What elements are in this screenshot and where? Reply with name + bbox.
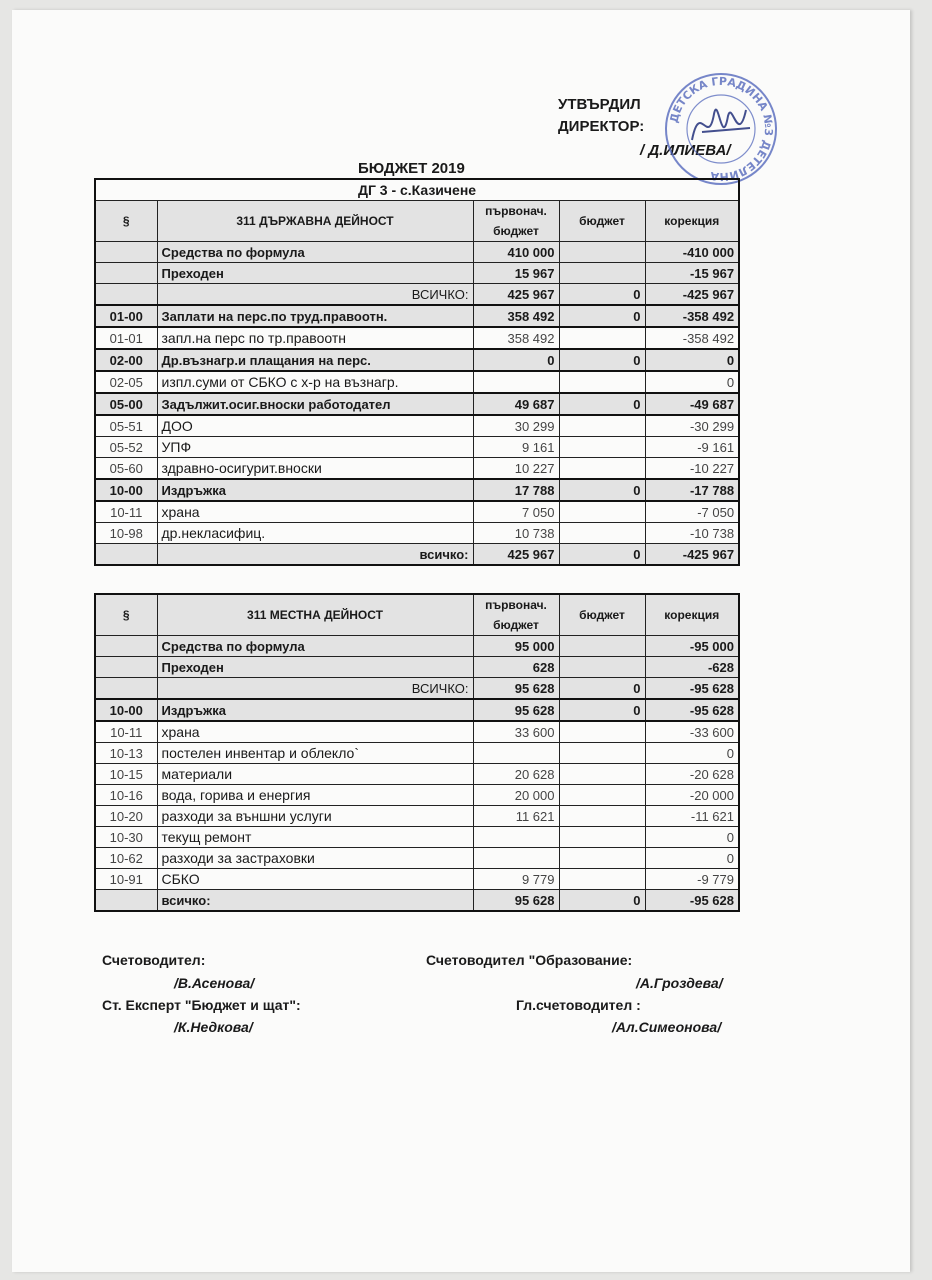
row-code [95, 263, 157, 284]
table-row [95, 848, 739, 869]
row-name: храна [157, 501, 473, 523]
row-code [95, 242, 157, 263]
row-code: 10-00 [95, 699, 157, 721]
row-budget [559, 263, 645, 284]
row-initial: 95 628 [473, 890, 559, 912]
table-row [95, 636, 739, 657]
table-row [95, 890, 739, 912]
row-initial [473, 743, 559, 764]
row-code [95, 657, 157, 678]
row-correction: -410 000 [645, 242, 739, 263]
row-initial: 0 [473, 349, 559, 371]
row-code: 10-30 [95, 827, 157, 848]
row-name: Издръжка [157, 699, 473, 721]
table-row [95, 437, 739, 458]
row-code: 10-11 [95, 721, 157, 743]
row-correction: -10 738 [645, 523, 739, 544]
table-row [95, 764, 739, 785]
row-correction: -20 628 [645, 764, 739, 785]
row-initial: 358 492 [473, 327, 559, 349]
row-initial: 425 967 [473, 284, 559, 306]
row-initial [473, 371, 559, 393]
header-correction: корекция [645, 201, 739, 242]
row-budget [559, 437, 645, 458]
row-budget [559, 657, 645, 678]
row-correction: -30 299 [645, 415, 739, 437]
approval-name: / Д.ИЛИЕВА/ [640, 142, 731, 159]
row-budget [559, 242, 645, 263]
header-code: § [95, 594, 157, 636]
row-budget [559, 636, 645, 657]
row-initial: 358 492 [473, 305, 559, 327]
row-code: 01-01 [95, 327, 157, 349]
row-correction: -358 492 [645, 327, 739, 349]
table-row [95, 501, 739, 523]
row-name: всичко: [157, 544, 473, 566]
row-name: Задължит.осиг.вноски работодател [157, 393, 473, 415]
row-initial: 9 161 [473, 437, 559, 458]
row-code: 05-60 [95, 458, 157, 480]
budget-table-state [94, 178, 740, 566]
row-correction: -15 967 [645, 263, 739, 284]
row-budget [559, 501, 645, 523]
row-name: Издръжка [157, 479, 473, 501]
row-code: 10-20 [95, 806, 157, 827]
row-code: 10-11 [95, 501, 157, 523]
row-name: др.некласифиц. [157, 523, 473, 544]
row-code [95, 284, 157, 306]
row-initial: 10 227 [473, 458, 559, 480]
row-budget: 0 [559, 349, 645, 371]
table-row [95, 699, 739, 721]
row-initial: 95 628 [473, 699, 559, 721]
row-initial: 9 779 [473, 869, 559, 890]
row-code [95, 636, 157, 657]
table-caption: ДГ 3 - с.Казичене [95, 179, 739, 201]
row-correction: -95 628 [645, 678, 739, 700]
row-code [95, 544, 157, 566]
table-row [95, 458, 739, 480]
table-row [95, 523, 739, 544]
row-name: Преходен [157, 263, 473, 284]
header-name: 311 ДЪРЖАВНА ДЕЙНОСТ [157, 201, 473, 242]
row-name: Средства по формула [157, 636, 473, 657]
header-code: § [95, 201, 157, 242]
row-correction: -95 628 [645, 699, 739, 721]
row-budget [559, 827, 645, 848]
row-name: Средства по формула [157, 242, 473, 263]
table-header-row [95, 201, 739, 242]
row-correction: -95 000 [645, 636, 739, 657]
row-correction: -9 161 [645, 437, 739, 458]
header-name: 311 МЕСТНА ДЕЙНОСТ [157, 594, 473, 636]
row-initial: 410 000 [473, 242, 559, 263]
row-budget [559, 848, 645, 869]
accountant-label: Счетоводител: [102, 952, 206, 968]
row-budget [559, 458, 645, 480]
row-name: ВСИЧКО: [157, 678, 473, 700]
table-row [95, 415, 739, 437]
table-row [95, 806, 739, 827]
row-initial: 7 050 [473, 501, 559, 523]
row-initial [473, 827, 559, 848]
row-name: разходи за застраховки [157, 848, 473, 869]
table-row [95, 327, 739, 349]
header-initial: първонач. бюджет [473, 594, 559, 636]
table-row [95, 827, 739, 848]
row-code: 02-05 [95, 371, 157, 393]
row-code: 10-62 [95, 848, 157, 869]
row-correction: -49 687 [645, 393, 739, 415]
row-correction: -10 227 [645, 458, 739, 480]
row-initial: 20 628 [473, 764, 559, 785]
table-row [95, 743, 739, 764]
row-code: 10-13 [95, 743, 157, 764]
svg-text:ДЕТСКА ГРАДИНА №3 ДЕТЕЛИНА: ДЕТСКА ГРАДИНА №3 ДЕТЕЛИНА [667, 74, 776, 184]
row-budget: 0 [559, 544, 645, 566]
row-budget: 0 [559, 284, 645, 306]
row-code: 10-98 [95, 523, 157, 544]
header-initial: първонач. бюджет [473, 201, 559, 242]
row-initial: 628 [473, 657, 559, 678]
row-initial: 95 628 [473, 678, 559, 700]
row-code [95, 678, 157, 700]
row-budget [559, 721, 645, 743]
row-correction: -11 621 [645, 806, 739, 827]
table-row [95, 263, 739, 284]
table-row [95, 869, 739, 890]
chief-accountant-name: /Ал.Симеонова/ [612, 1019, 722, 1035]
row-budget: 0 [559, 479, 645, 501]
approval-title: УТВЪРДИЛ [558, 96, 641, 113]
row-name: разходи за външни услуги [157, 806, 473, 827]
row-code: 10-91 [95, 869, 157, 890]
row-name: СБКО [157, 869, 473, 890]
row-budget: 0 [559, 678, 645, 700]
row-code: 10-15 [95, 764, 157, 785]
row-budget [559, 415, 645, 437]
row-correction: 0 [645, 848, 739, 869]
row-name: храна [157, 721, 473, 743]
row-initial: 17 788 [473, 479, 559, 501]
chief-accountant-label: Гл.счетоводител : [516, 997, 641, 1013]
row-initial: 20 000 [473, 785, 559, 806]
row-name: постелен инвентар и облекло` [157, 743, 473, 764]
table-row [95, 284, 739, 306]
table-row [95, 544, 739, 566]
row-correction: -33 600 [645, 721, 739, 743]
row-initial: 95 000 [473, 636, 559, 657]
row-initial: 10 738 [473, 523, 559, 544]
row-name: всичко: [157, 890, 473, 912]
row-initial: 425 967 [473, 544, 559, 566]
row-correction: -425 967 [645, 544, 739, 566]
row-budget [559, 327, 645, 349]
row-code: 05-00 [95, 393, 157, 415]
table-row [95, 242, 739, 263]
expert-label: Ст. Експерт "Бюджет и щат": [102, 997, 301, 1013]
row-name: здравно-осигурит.вноски [157, 458, 473, 480]
header-budget: бюджет [559, 201, 645, 242]
row-initial [473, 848, 559, 869]
row-name: Заплати на перс.по труд.правоотн. [157, 305, 473, 327]
row-budget [559, 743, 645, 764]
row-name: Преходен [157, 657, 473, 678]
table-row [95, 479, 739, 501]
row-correction: 0 [645, 827, 739, 848]
row-correction: -20 000 [645, 785, 739, 806]
row-name: вода, горива и енергия [157, 785, 473, 806]
row-code: 05-51 [95, 415, 157, 437]
row-budget: 0 [559, 890, 645, 912]
row-budget [559, 523, 645, 544]
edu-accountant-name: /А.Гроздева/ [636, 975, 723, 991]
row-budget [559, 764, 645, 785]
row-name: ВСИЧКО: [157, 284, 473, 306]
row-name: текущ ремонт [157, 827, 473, 848]
approval-role: ДИРЕКТОР: [558, 118, 645, 135]
row-budget: 0 [559, 699, 645, 721]
row-code: 02-00 [95, 349, 157, 371]
document-title: БЮДЖЕТ 2019 [358, 160, 465, 177]
row-initial: 15 967 [473, 263, 559, 284]
row-name: запл.на перс по тр.правоотн [157, 327, 473, 349]
row-initial: 11 621 [473, 806, 559, 827]
row-correction: -17 788 [645, 479, 739, 501]
expert-name: /К.Недкова/ [174, 1019, 253, 1035]
row-code: 01-00 [95, 305, 157, 327]
edu-accountant-label: Счетоводител "Образование: [426, 952, 633, 968]
table-row [95, 393, 739, 415]
row-budget [559, 785, 645, 806]
row-budget [559, 869, 645, 890]
row-correction: -9 779 [645, 869, 739, 890]
header-correction: корекция [645, 594, 739, 636]
row-budget [559, 806, 645, 827]
row-correction: -7 050 [645, 501, 739, 523]
table-row [95, 785, 739, 806]
header-budget: бюджет [559, 594, 645, 636]
row-name: ДОО [157, 415, 473, 437]
row-correction: 0 [645, 349, 739, 371]
row-name: УПФ [157, 437, 473, 458]
row-initial: 49 687 [473, 393, 559, 415]
row-correction: 0 [645, 743, 739, 764]
table-row [95, 721, 739, 743]
official-stamp-icon [662, 70, 780, 188]
table-row [95, 305, 739, 327]
accountant-name: /В.Асенова/ [174, 975, 255, 991]
row-code [95, 890, 157, 912]
row-code: 05-52 [95, 437, 157, 458]
row-initial: 30 299 [473, 415, 559, 437]
row-correction: -628 [645, 657, 739, 678]
budget-table-local [94, 593, 740, 912]
row-budget [559, 371, 645, 393]
table-row [95, 349, 739, 371]
row-name: материали [157, 764, 473, 785]
row-initial: 33 600 [473, 721, 559, 743]
row-name: Др.възнагр.и плащания на перс. [157, 349, 473, 371]
row-correction: -95 628 [645, 890, 739, 912]
table-row [95, 678, 739, 700]
table-row [95, 371, 739, 393]
row-code: 10-16 [95, 785, 157, 806]
row-budget: 0 [559, 393, 645, 415]
row-code: 10-00 [95, 479, 157, 501]
row-budget: 0 [559, 305, 645, 327]
row-correction: 0 [645, 371, 739, 393]
row-correction: -358 492 [645, 305, 739, 327]
table-row [95, 657, 739, 678]
row-correction: -425 967 [645, 284, 739, 306]
row-name: изпл.суми от СБКО с х-р на възнагр. [157, 371, 473, 393]
table-header-row [95, 594, 739, 636]
